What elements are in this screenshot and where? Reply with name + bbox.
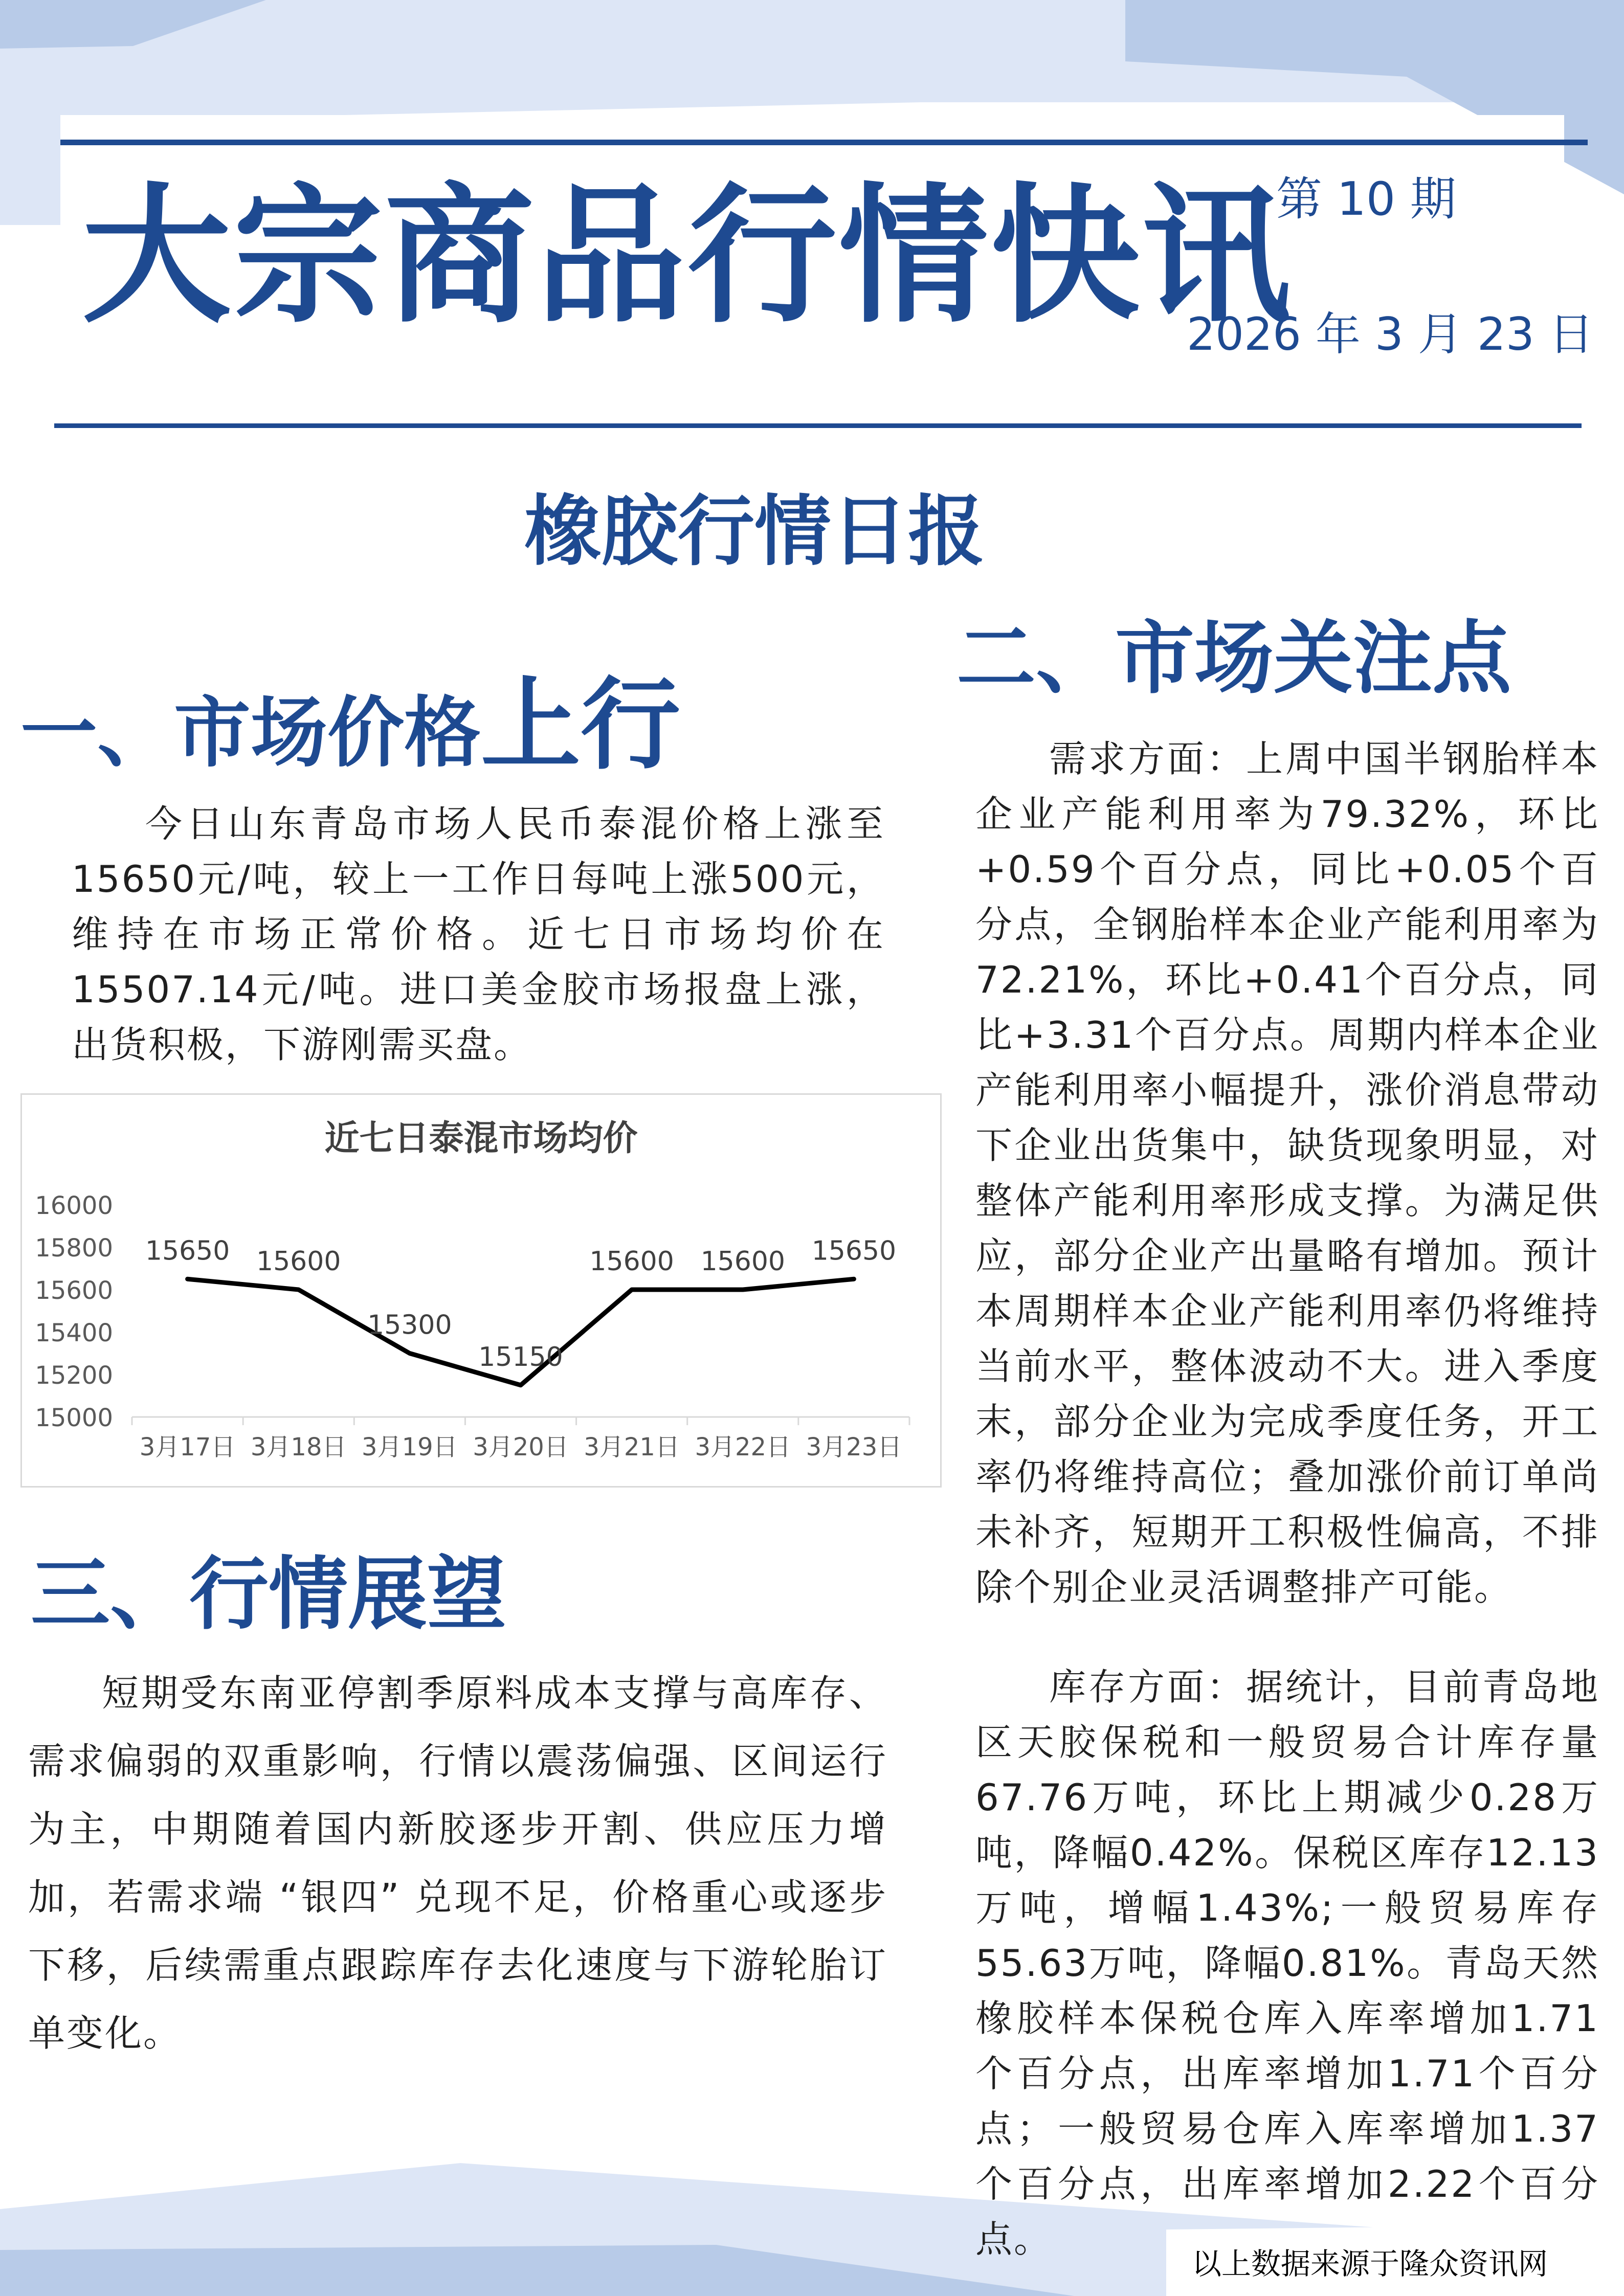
chart-data-label: 15650 [145,1235,230,1267]
chart-data-point [519,1383,523,1387]
section-1-heading-emphasis: 上行 [481,667,681,783]
chart-data-point [297,1288,301,1292]
chart-data-label: 15650 [811,1235,897,1267]
chart-y-tick-label: 15000 [35,1404,113,1432]
chart-x-category-label: 3月19日 [362,1433,458,1461]
chart-x-category-label: 3月17日 [139,1433,236,1461]
chart-data-label: 15600 [589,1246,674,1277]
section-3-heading: 三、行情展望 [31,1548,506,1640]
section-1-body: 今日山东青岛市场人民币泰混价格上涨至15650元/吨，较上一工作日每吨上涨500元，维持在市场正常价格。近七日市场均价在15507.14元/吨。进口美金胶市场报盘上涨，出货积极，下游刚需买盘。 [72,802,885,1066]
issue-date: 2026 年 3 月 23 日 [1187,308,1594,361]
chart-data-label: 15600 [256,1246,341,1277]
header-bottom-rule [54,423,1582,428]
chart-data-point [630,1288,634,1292]
chart-data-point [186,1277,190,1281]
chart-data-point [852,1277,856,1281]
section-2-demand: 需求方面：上周中国半钢胎样本企业产能利用率为79.32%，环比+0.59个百分点，同比+0.05个百分点，全钢胎样本企业产能利用率为72.21%，环比+0.41个百分点，同比+3.31个百分点。周期内样本企业产能利用率小幅提升，涨价消息带动下企业出货集中，缺货现象明显，对整体产能利用率形成支撑。为满足供应，部分企业产出量略有增加。预计本周期样本企业产能利用率仍将维持当前水平，整体波动不大。进入季度末，部分企业为完成季度任务，开工率仍将维持高位；叠加涨价前订单尚未补齐，短期开工积极性偏高，不排除个别企业灵活调整排产可能。 [975,737,1599,1609]
chart-title: 近七日泰混市场均价 [324,1118,638,1159]
newsletter-title: 大宗商品行情快讯 [82,169,1293,343]
data-source-footer: 以上数据来源于隆众资讯网 [1192,2246,1548,2281]
chart-x-category-label: 3月18日 [250,1433,347,1461]
section-1-heading [20,667,681,783]
chart-x-category-label: 3月20日 [473,1433,569,1461]
chart-x-category-label: 3月22日 [695,1433,791,1461]
chart-y-tick-label: 15400 [35,1319,113,1347]
chart-y-tick-label: 15800 [35,1234,113,1263]
chart-data-label: 15150 [478,1341,563,1372]
report-subtitle: 橡胶行情日报 [524,487,985,576]
section-2-heading: 二、市场关注点 [956,612,1511,705]
chart-y-tick-label: 16000 [35,1191,113,1220]
header-top-rule [60,140,1588,145]
chart-data-point [408,1352,412,1356]
issue-number: 第 10 期 [1276,172,1456,226]
price-chart [20,1093,942,1488]
chart-x-category-label: 3月21日 [584,1433,680,1461]
chart-y-tick-label: 15600 [35,1276,113,1305]
chart-data-point [741,1288,745,1292]
chart-data-label: 15300 [367,1310,452,1341]
chart-x-category-label: 3月23日 [806,1433,902,1461]
price-chart-plot [22,1095,940,1486]
section-2-inventory: 库存方面：据统计，目前青岛地区天胶保税和一般贸易合计库存量67.76万吨，环比上期减少0.28万吨，降幅0.42%。保税区库存12.13万吨，增幅1.43%;一般贸易库存55.63万吨，降幅0.81%。青岛天然橡胶样本保税仓库入库率增加1.71个百分点，出库率增加1.71个百分点；一般贸易仓库入库率增加1.37个百分点，出库率增加2.22个百分点。 [975,1665,1599,2261]
chart-data-label: 15600 [700,1246,785,1277]
section-1-heading-prefix: 一、市场价格 [20,689,481,778]
chart-y-tick-label: 15200 [35,1361,113,1390]
section-3-body: 短期受东南亚停割季原料成本支撑与高库存、需求偏弱的双重影响，行情以震荡偏强、区间运行为主，中期随着国内新胶逐步开割、供应压力增加，若需求端 “银四” 兑现不足，价格重心或逐步下移，后续需重点跟踪库存去化速度与下游轮胎订单变化。 [28,1672,887,2055]
